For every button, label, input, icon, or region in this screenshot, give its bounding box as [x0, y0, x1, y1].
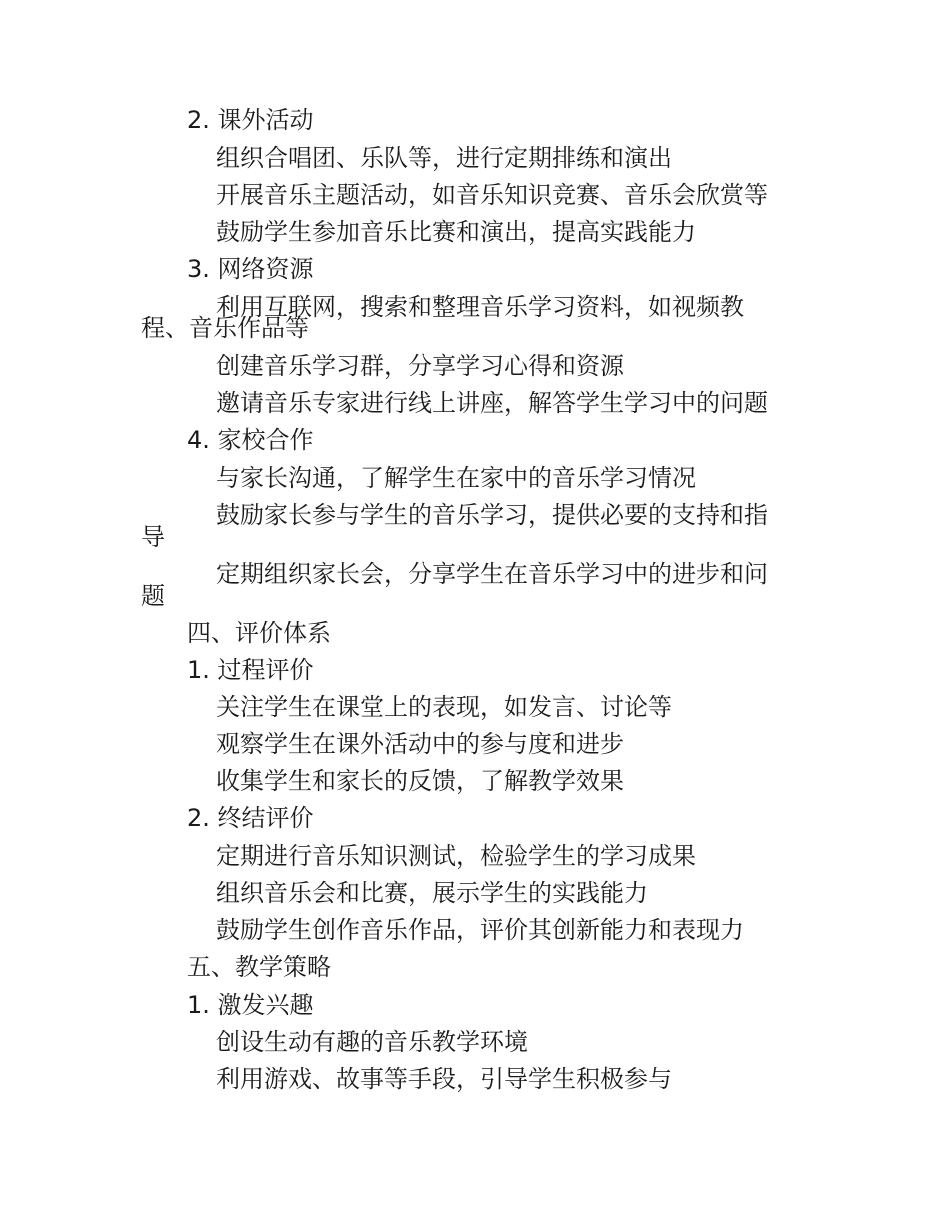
bullet-text: 邀请音乐专家进行线上讲座，解答学生学习中的问题: [216, 389, 768, 417]
bullet-text: 观察学生在课外活动中的参与度和进步: [216, 730, 624, 758]
bullet-text: 定期进行音乐知识测试，检验学生的学习成果: [216, 842, 696, 870]
bullet-text: 创建音乐学习群，分享学习心得和资源: [216, 352, 624, 380]
bullet-text: 鼓励学生参加音乐比赛和演出，提高实践能力: [216, 218, 696, 246]
bullet-text: 开展音乐主题活动，如音乐知识竞赛、音乐会欣赏等: [216, 181, 768, 209]
subheading-home-school: 4. 家校合作: [187, 426, 314, 454]
subheading-summative-evaluation: 2. 终结评价: [187, 804, 314, 832]
subheading-interest: 1. 激发兴趣: [187, 991, 314, 1019]
subheading-process-evaluation: 1. 过程评价: [187, 656, 314, 684]
bullet-text: 创设生动有趣的音乐教学环境: [216, 1028, 528, 1056]
bullet-text: 鼓励家长参与学生的音乐学习，提供必要的支持和指: [216, 501, 768, 529]
section-heading-evaluation: 四、评价体系: [187, 619, 331, 647]
bullet-text: 利用互联网，搜索和整理音乐学习资料，如视频教: [216, 293, 744, 321]
bullet-text: 收集学生和家长的反馈，了解教学效果: [216, 767, 624, 795]
bullet-text-continuation: 程、音乐作品等: [141, 314, 309, 342]
bullet-text: 利用游戏、故事等手段，引导学生积极参与: [216, 1065, 672, 1093]
bullet-text: 与家长沟通，了解学生在家中的音乐学习情况: [216, 464, 696, 492]
subheading-extracurricular: 2. 课外活动: [187, 106, 314, 134]
bullet-text-continuation: 题: [141, 582, 165, 610]
bullet-text: 组织音乐会和比赛，展示学生的实践能力: [216, 879, 648, 907]
bullet-text: 定期组织家长会，分享学生在音乐学习中的进步和问: [216, 560, 768, 588]
bullet-text-continuation: 导: [141, 523, 165, 551]
section-heading-strategy: 五、教学策略: [187, 953, 331, 981]
bullet-text: 关注学生在课堂上的表现，如发言、讨论等: [216, 693, 672, 721]
bullet-text: 鼓励学生创作音乐作品，评价其创新能力和表现力: [216, 916, 744, 944]
subheading-online-resources: 3. 网络资源: [187, 255, 314, 283]
bullet-text: 组织合唱团、乐队等，进行定期排练和演出: [216, 144, 672, 172]
